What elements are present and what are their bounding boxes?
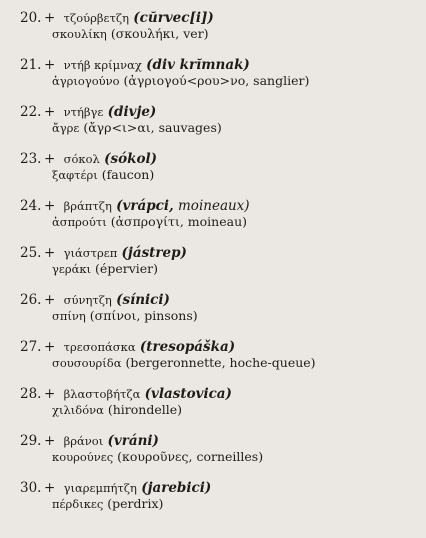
entry-number: 29. <box>20 433 42 449</box>
entry-26 <box>20 292 420 324</box>
entry-number: 28. <box>20 386 42 402</box>
entry-headword-line <box>20 433 420 449</box>
entry-gloss-line <box>20 120 420 136</box>
entry-30 <box>20 480 420 512</box>
entry-24 <box>20 198 420 230</box>
entry-28 <box>20 386 420 418</box>
entry-headword-line <box>20 10 420 26</box>
entry-gloss: (ἀσπρογίτι, moineau) <box>110 214 247 229</box>
entry-number: 26. <box>20 292 42 308</box>
entry-gloss: (ἄγρ<ι>αι, sauvages) <box>83 120 222 135</box>
entry-transliteration: (sókol) <box>104 151 157 167</box>
entry-29 <box>20 433 420 465</box>
entry-plus-sign: + <box>44 245 56 261</box>
entry-headword-line <box>20 57 420 73</box>
entry-greek-word: ντήβ κρίμναχ <box>63 58 142 72</box>
entry-number: 23. <box>20 151 42 167</box>
entry-transliteration: (tresopáška) <box>139 339 236 355</box>
entry-number: 20. <box>20 10 42 26</box>
entry-headword-line <box>20 104 420 120</box>
entry-gloss: (perdrix) <box>107 496 164 511</box>
entry-gloss-greek: πέρδικες <box>52 497 104 511</box>
entry-headword-line <box>20 339 420 355</box>
entry-greek-word: βράπτζη <box>63 199 112 213</box>
entry-number: 22. <box>20 104 42 120</box>
entry-25 <box>20 245 420 277</box>
entry-21 <box>20 57 420 89</box>
entry-gloss: (faucon) <box>101 167 155 182</box>
entry-headword-line <box>20 151 420 167</box>
entry-transliteration: (cŭrvec[i]) <box>133 10 214 26</box>
entry-transliteration-gloss: moineaux) <box>173 198 250 214</box>
entry-gloss-line <box>20 449 420 465</box>
entry-headword-line <box>20 292 420 308</box>
entry-gloss-line <box>20 167 420 183</box>
entry-transliteration: (div krĭmnak) <box>146 57 250 73</box>
entry-greek-word: γιαρεμπήτζη <box>63 481 137 495</box>
entry-transliteration: (divje) <box>107 104 157 120</box>
entry-greek-word: βράνοι <box>63 434 104 448</box>
entry-gloss-greek: σκουλίκη <box>52 27 107 41</box>
entry-gloss: (épervier) <box>95 261 159 276</box>
entry-headword-line <box>20 198 420 214</box>
entry-greek-word: σόκολ <box>63 152 100 166</box>
entry-gloss-greek: σπίνη <box>52 309 86 323</box>
entry-gloss-line <box>20 355 420 371</box>
entry-greek-word: τζούρβετζη <box>63 11 129 25</box>
entry-number: 25. <box>20 245 42 261</box>
entry-greek-word: βλαστοβήτζα <box>63 387 141 401</box>
entry-plus-sign: + <box>44 10 56 26</box>
entry-headword-line <box>20 245 420 261</box>
entry-22 <box>20 104 420 136</box>
entry-transliteration: (sínici) <box>116 292 170 308</box>
entry-plus-sign: + <box>44 198 56 214</box>
entry-gloss-greek: σουσουρίδα <box>52 356 122 370</box>
entry-gloss-greek: ξαφτέρι <box>52 168 98 182</box>
entry-gloss-greek: ἀσπρούτι <box>52 215 107 229</box>
entry-23 <box>20 151 420 183</box>
entry-transliteration: (vráni) <box>107 433 159 449</box>
entry-plus-sign: + <box>44 480 56 496</box>
entry-gloss-line <box>20 402 420 418</box>
entry-gloss: (bergeronnette, hoche-queue) <box>125 355 316 370</box>
entry-transliteration: (jarebici) <box>141 480 212 496</box>
entry-gloss-line <box>20 261 420 277</box>
entry-plus-sign: + <box>44 433 56 449</box>
entry-headword-line <box>20 386 420 402</box>
entry-gloss-line <box>20 496 420 512</box>
entry-greek-word: τρεσοπάσκα <box>63 340 136 354</box>
entry-greek-word: ντήβγε <box>63 105 104 119</box>
entry-gloss: (κουροῦνες, corneilles) <box>117 449 264 464</box>
entry-gloss-greek: χιλιδόνα <box>52 403 104 417</box>
entry-plus-sign: + <box>44 151 56 167</box>
entry-gloss: (σπίνοι, pinsons) <box>89 308 198 323</box>
entry-plus-sign: + <box>44 386 56 402</box>
entry-greek-word: σύνητζη <box>63 293 112 307</box>
entry-20 <box>20 10 420 42</box>
entry-gloss-line <box>20 214 420 230</box>
entry-gloss-line <box>20 73 420 89</box>
entry-transliteration: (vlastovica) <box>144 386 232 402</box>
entry-gloss: (σκουλήκι, ver) <box>110 26 209 41</box>
entry-number: 21. <box>20 57 42 73</box>
entry-transliteration: (vrápci, <box>116 198 174 214</box>
entry-transliteration: (jástrep) <box>121 245 187 261</box>
entry-gloss-greek: ἄγρε <box>52 121 80 135</box>
entry-plus-sign: + <box>44 104 56 120</box>
entry-number: 24. <box>20 198 42 214</box>
entry-plus-sign: + <box>44 57 56 73</box>
entry-number: 27. <box>20 339 42 355</box>
entry-27 <box>20 339 420 371</box>
entry-number: 30. <box>20 480 42 496</box>
entry-gloss: (ἀγριογού<ρου>νο, sanglier) <box>123 73 310 88</box>
entry-greek-word: γιάστρεπ <box>63 246 118 260</box>
entry-gloss-line <box>20 26 420 42</box>
entry-plus-sign: + <box>44 339 56 355</box>
entry-gloss-greek: ἀγριογούνο <box>52 74 120 88</box>
entry-gloss-greek: γεράκι <box>52 262 92 276</box>
entry-headword-line <box>20 480 420 496</box>
entry-plus-sign: + <box>44 292 56 308</box>
entry-gloss-line <box>20 308 420 324</box>
entry-gloss: (hirondelle) <box>107 402 183 417</box>
entry-gloss-greek: κουρούνες <box>52 450 114 464</box>
